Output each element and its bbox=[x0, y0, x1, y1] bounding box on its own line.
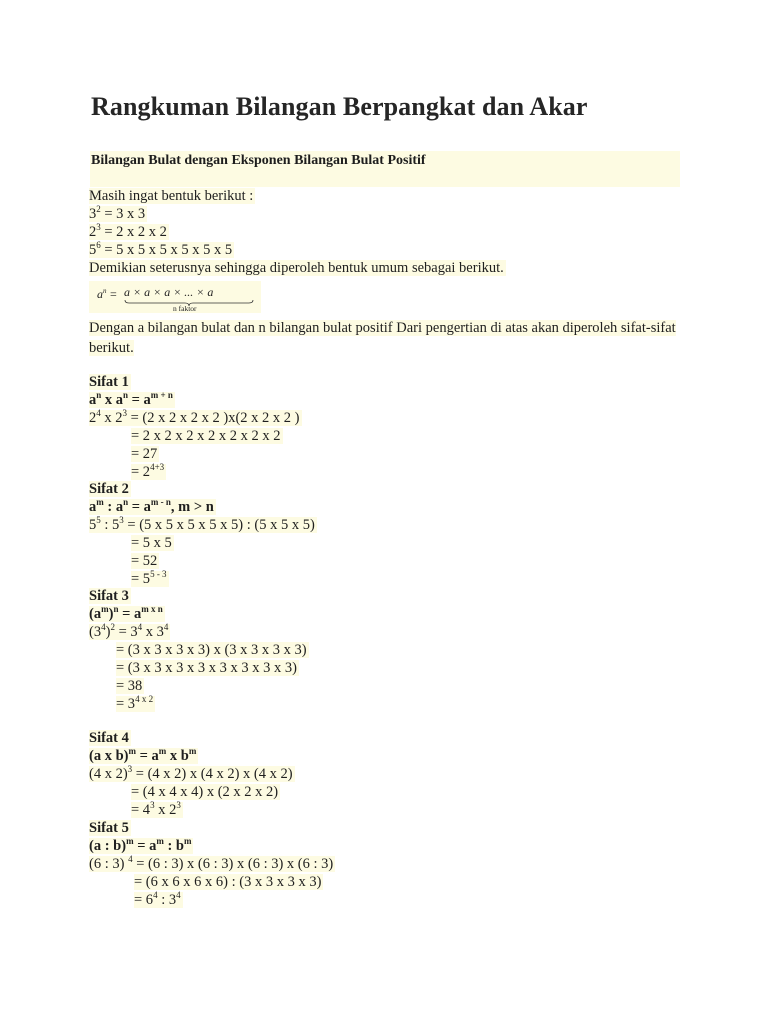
sifat3-line-2: = (3 x 3 x 3 x 3) x (3 x 3 x 3 x 3) bbox=[116, 642, 307, 658]
sifat4-line-1: (4 x 2)$^3$ = (4 x 2) x (4 x 2) x (4 x 2) bbox=[89, 764, 293, 782]
sifat3-line-1: $(3^4)^2 = 3^4$ x $3^4$ bbox=[89, 622, 169, 640]
sifat3-rule: $(a^m)^n = a^{m x n}$ bbox=[89, 604, 163, 622]
sifat4-rule: (a x $b)^m = a^m$ x $b^m$ bbox=[89, 746, 197, 764]
sifat1-rule: $a^n$ x $a^n = a^{m + n}$ bbox=[89, 390, 173, 408]
intro-example-3: $5^6 = 5$ x 5 x 5 x 5 x 5 x 5 bbox=[89, 240, 233, 258]
sifat2-line-1: $5^5$ : $5^3 = (5$ x 5 x 5 x 5 x 5) : (5 x 5 x 5) bbox=[89, 515, 315, 533]
sifat5-line-3: = $6^4$ : $3^4$ bbox=[134, 890, 181, 908]
sifat1-heading: Sifat 1 bbox=[89, 374, 129, 390]
sifat1-line-2: = 2 x 2 x 2 x 2 x 2 x 2 x 2 bbox=[131, 428, 281, 444]
intro-closing: Demikian seterusnya sehingga diperoleh bentuk umum sebagai berikut. bbox=[89, 260, 504, 276]
formula-lhs-exp: n bbox=[103, 287, 107, 295]
intro-example-1: $3^2 = 3$ x 3 bbox=[89, 204, 146, 222]
sifat4-line-3: = $4^3$ x $2^3$ bbox=[131, 800, 181, 818]
sifat5-line-2: = (6 x 6 x 6 x 6) : (3 x 3 x 3 x 3) bbox=[134, 874, 322, 890]
sifat3-line-4: = 38 bbox=[116, 678, 143, 694]
sifat2-line-3: = 52 bbox=[131, 553, 158, 569]
sifat5-heading: Sifat 5 bbox=[89, 820, 129, 836]
intro-lead: Masih ingat bentuk berikut : bbox=[89, 188, 254, 204]
general-formula-graphic bbox=[89, 281, 261, 313]
sifat5-line-1: (6 : 3) $^4$ = (6 : 3) x (6 : 3) x (6 : 3) x (6 : 3) bbox=[89, 854, 334, 872]
sifat2-rule: $a^m$ : $a^n = a^{m - n}$, m > n bbox=[89, 497, 214, 515]
sifat3-line-3: = (3 x 3 x 3 x 3 x 3 x 3 x 3 x 3) bbox=[116, 660, 297, 676]
formula-under-label: n faktor bbox=[173, 304, 197, 313]
general-formula bbox=[89, 281, 261, 313]
formula-rhs: a × a × a × ... × a bbox=[124, 285, 214, 299]
formula-equals: = bbox=[110, 287, 117, 301]
intro-example-2: $2^3 = 2$ x 2 x 2 bbox=[89, 222, 167, 240]
sifat2-heading: Sifat 2 bbox=[89, 481, 129, 497]
sifat5-rule: (a : $b)^m = a^m$ : $b^m$ bbox=[89, 836, 192, 854]
sifat3-heading: Sifat 3 bbox=[89, 588, 129, 604]
sifat3-line-5: = $3^{4 x 2}$ bbox=[116, 694, 154, 712]
sifat1-line-3: = 27 bbox=[131, 446, 158, 462]
intro-paragraph: Dengan a bilangan bulat dan n bilangan bulat positif Dari pengertian di atas akan diperoleh sifat-sifat berikut. bbox=[89, 320, 676, 356]
formula-lhs-base: a bbox=[97, 287, 103, 301]
section-subtitle: Bilangan Bulat dengan Eksponen Bilangan Bulat Positif bbox=[91, 153, 426, 168]
sifat1-line-1: $2^4$ x $2^3 = (2$ x 2 x 2 x 2 )x(2 x 2 x 2 ) bbox=[89, 408, 300, 426]
sifat2-line-4: = $5^{5 - 3}$ bbox=[131, 569, 167, 587]
sifat1-line-4: = $2^{4+3}$ bbox=[131, 462, 165, 480]
sifat2-line-2: = 5 x 5 bbox=[131, 535, 172, 551]
sifat4-heading: Sifat 4 bbox=[89, 730, 129, 746]
page-title: Rangkuman Bilangan Berpangkat dan Akar bbox=[91, 92, 588, 121]
sifat4-line-2: = (4 x 4 x 4) x (2 x 2 x 2) bbox=[131, 784, 279, 800]
